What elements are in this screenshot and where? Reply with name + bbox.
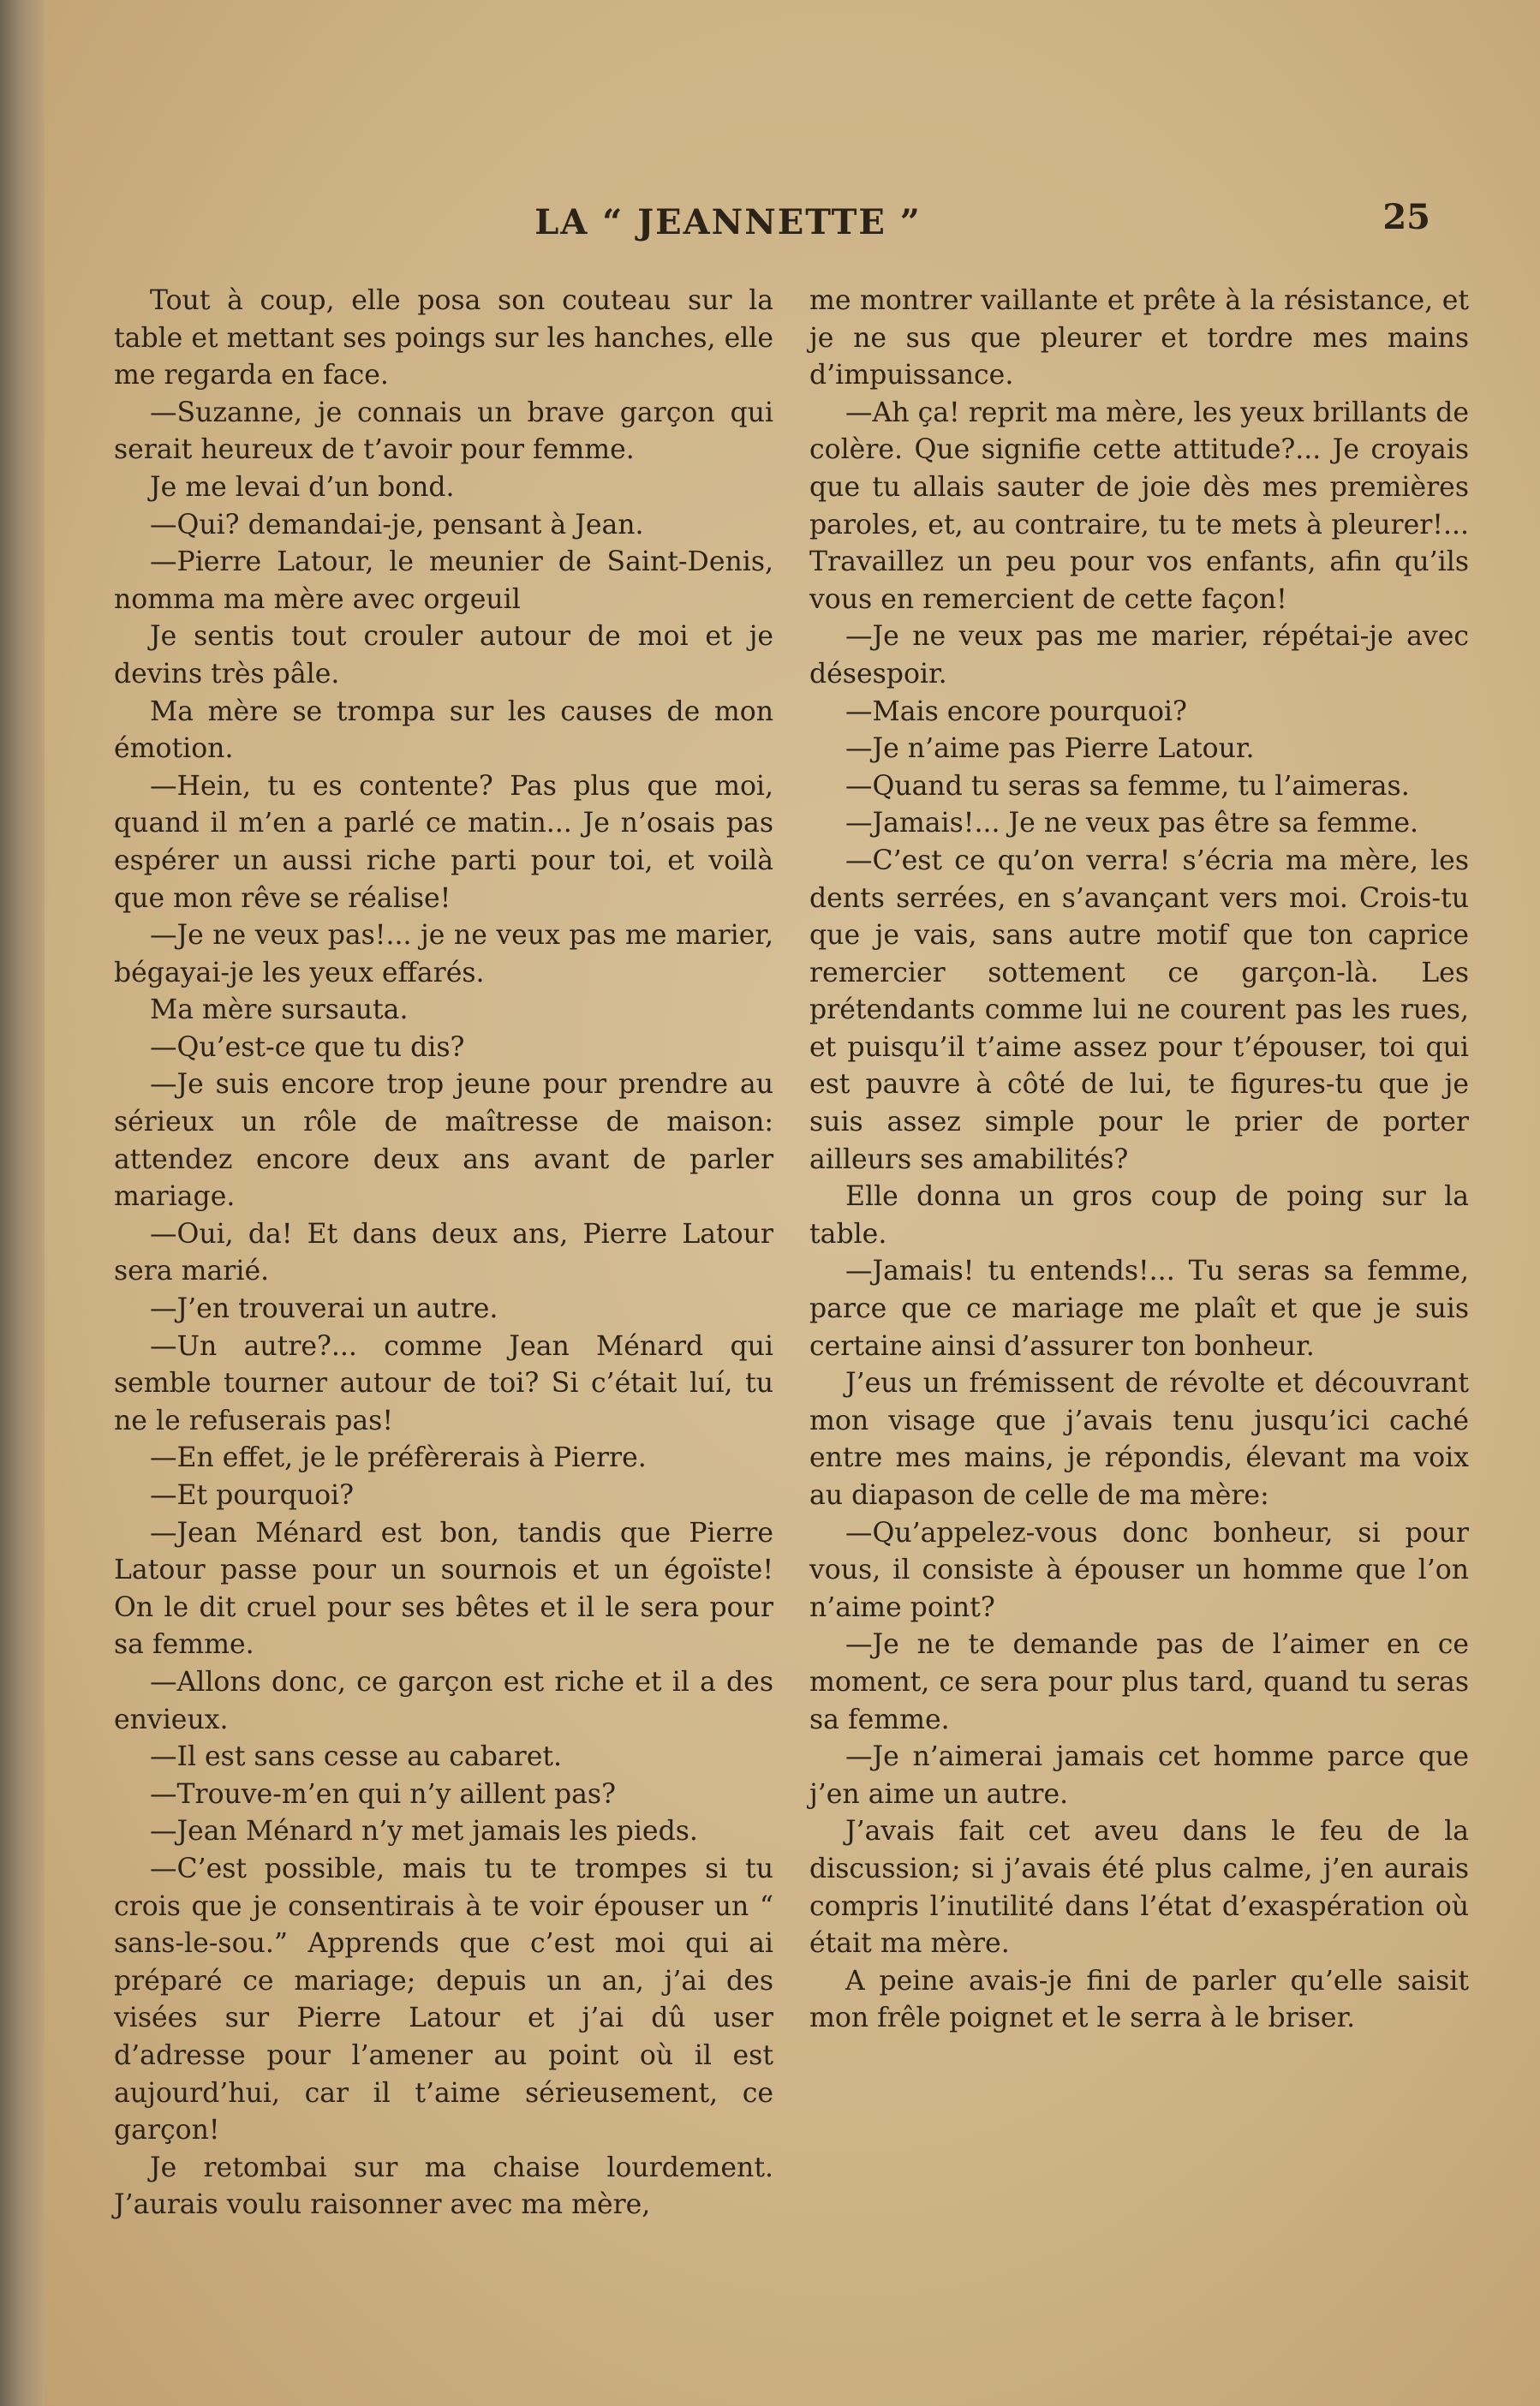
paragraph: —Un autre?... comme Jean Ménard qui semble tourner autour de toi? Si c’était luí, tu ne le refuserais pas! <box>114 1330 773 1436</box>
paragraph: —Jean Ménard n’y met jamais les pieds. <box>150 1816 698 1848</box>
page-spine-shadow <box>0 0 45 2406</box>
paragraph: Ma mère se trompa sur les causes de mon émotion. <box>114 696 773 765</box>
paragraph: —Qui? demandai-je, pensant à Jean. <box>150 509 644 540</box>
paragraph: —Je suis encore trop jeune pour prendre au sérieux un rôle de maîtresse de maison: attendez encore deux ans avant de parler mariage. <box>114 1069 773 1213</box>
page-number: 25 <box>1382 197 1430 237</box>
paragraph: —Je ne veux pas me marier, répétai-je avec désespoir. <box>809 621 1469 690</box>
paragraph: Elle donna un gros coup de poing sur la table. <box>809 1181 1469 1250</box>
paragraph: —Mais encore pourquoi? <box>845 696 1187 727</box>
paragraph: —C’est ce qu’on verra! s’écria ma mère, les dents serrées, en s’avançant vers moi. Crois-tu que je vais, sans autre motif que ton caprice remercier sottement ce garçon-là. Les prétendants comme lui ne courent pas les rues, et puisqu’il t’aime assez pour t’épouser, toi qui est pauvre à côté de lui, te figures-tu que je suis assez simple pour le prier de porter ailleurs ses amabilités? <box>809 845 1469 1175</box>
paragraph: J’eus un frémissent de révolte et découvrant mon visage que j’avais tenu jusqu’ici caché entre mes mains, je répondis, élevant ma voix au diapason de celle de ma mère: <box>809 1368 1469 1511</box>
right-text-column <box>809 283 1469 2038</box>
left-text-column <box>114 283 773 2224</box>
paragraph: —Je n’aimerai jamais cet homme parce que j’en aime un autre. <box>809 1741 1469 1810</box>
paragraph: —Hein, tu es contente? Pas plus que moi, quand il m’en a parlé ce matin... Je n’osais pas espérer un aussi riche parti pour toi, et voilà que mon rêve se réalise! <box>114 770 773 914</box>
paragraph: me montrer vaillante et prête à la résistance, et je ne sus que pleurer et tordre mes mains d’impuissance. <box>809 285 1469 391</box>
paragraph: —Qu’est-ce que tu dis? <box>150 1031 465 1063</box>
paragraph: A peine avais-je fini de parler qu’elle saisit mon frêle poignet et le serra à le briser. <box>809 1965 1469 2034</box>
paragraph: —Trouve-m’en qui n’y aillent pas? <box>150 1778 616 1810</box>
paragraph: —Ah ça! reprit ma mère, les yeux brillants de colère. Que signifie cette attitude?... Je croyais que tu allais sauter de joie dès mes premières paroles, et, au contraire, tu te mets à pleurer!... Travaillez un peu pour vos enfants, afin qu’ils vous en remercient de cette façon! <box>809 397 1469 615</box>
paragraph: —Jamais! tu entends!... Tu seras sa femme, parce que ce mariage me plaît et que je suis certaine ainsi d’assurer ton bonheur. <box>809 1256 1469 1362</box>
paragraph: Je retombai sur ma chaise lourdement. J’aurais voulu raisonner avec ma mère, <box>114 2152 773 2221</box>
paragraph: —Je ne te demande pas de l’aimer en ce moment, ce sera pour plus tard, quand tu seras sa femme. <box>809 1629 1469 1735</box>
paragraph: —Qu’appelez-vous donc bonheur, si pour vous, il consiste à épouser un homme que l’on n’aime point? <box>809 1517 1469 1623</box>
paragraph: —Et pourquoi? <box>150 1480 355 1511</box>
paragraph: Je me levai d’un bond. <box>150 471 455 503</box>
paragraph: —Oui, da! Et dans deux ans, Pierre Latour sera marié. <box>114 1218 773 1287</box>
paragraph: —Jean Ménard est bon, tandis que Pierre Latour passe pour un sournois et un égoïste! On le dit cruel pour ses bêtes et il le sera pour sa femme. <box>114 1517 773 1661</box>
paragraph: —En effet, je le préfèrerais à Pierre. <box>150 1442 647 1474</box>
paragraph: —Il est sans cesse au cabaret. <box>150 1741 563 1773</box>
paragraph: —Pierre Latour, le meunier de Saint-Denis, nomma ma mère avec orgeuil <box>114 546 773 615</box>
running-title: LA “ JEANNETTE ” <box>534 202 922 242</box>
paragraph: —Je n’aime pas Pierre Latour. <box>845 733 1255 765</box>
paragraph: —Allons donc, ce garçon est riche et il a des envieux. <box>114 1666 773 1735</box>
page-header <box>0 197 1540 254</box>
paragraph: —C’est possible, mais tu te trompes si tu crois que je consentirais à te voir épouser un “ sans-le-sou.” Apprends que c’est moi qui ai préparé ce mariage; depuis un an, j’ai des visées sur Pierre Latour et j’ai dû user d’adresse pour l’amener au point où il est aujourd’hui, car il t’aime sérieusement, ce garçon! <box>114 1853 773 2146</box>
paragraph: —J’en trouverai un autre. <box>150 1293 498 1325</box>
paragraph: J’avais fait cet aveu dans le feu de la discussion; si j’avais été plus calme, j’en aurais compris l’inutilité dans l’état d’exaspération où était ma mère. <box>809 1816 1469 1960</box>
paragraph: —Quand tu seras sa femme, tu l’aimeras. <box>845 770 1410 802</box>
paragraph: Tout à coup, elle posa son couteau sur la table et mettant ses poings sur les hanches, elle me regarda en face. <box>114 285 773 391</box>
paragraph: Ma mère sursauta. <box>150 994 409 1026</box>
paragraph: —Jamais!... Je ne veux pas être sa femme. <box>845 808 1419 839</box>
paragraph: —Je ne veux pas!... je ne veux pas me marier, bégayai-je les yeux effarés. <box>114 920 773 988</box>
paragraph: —Suzanne, je connais un brave garçon qui serait heureux de t’avoir pour femme. <box>114 397 773 466</box>
paragraph: Je sentis tout crouler autour de moi et je devins très pâle. <box>114 621 773 690</box>
